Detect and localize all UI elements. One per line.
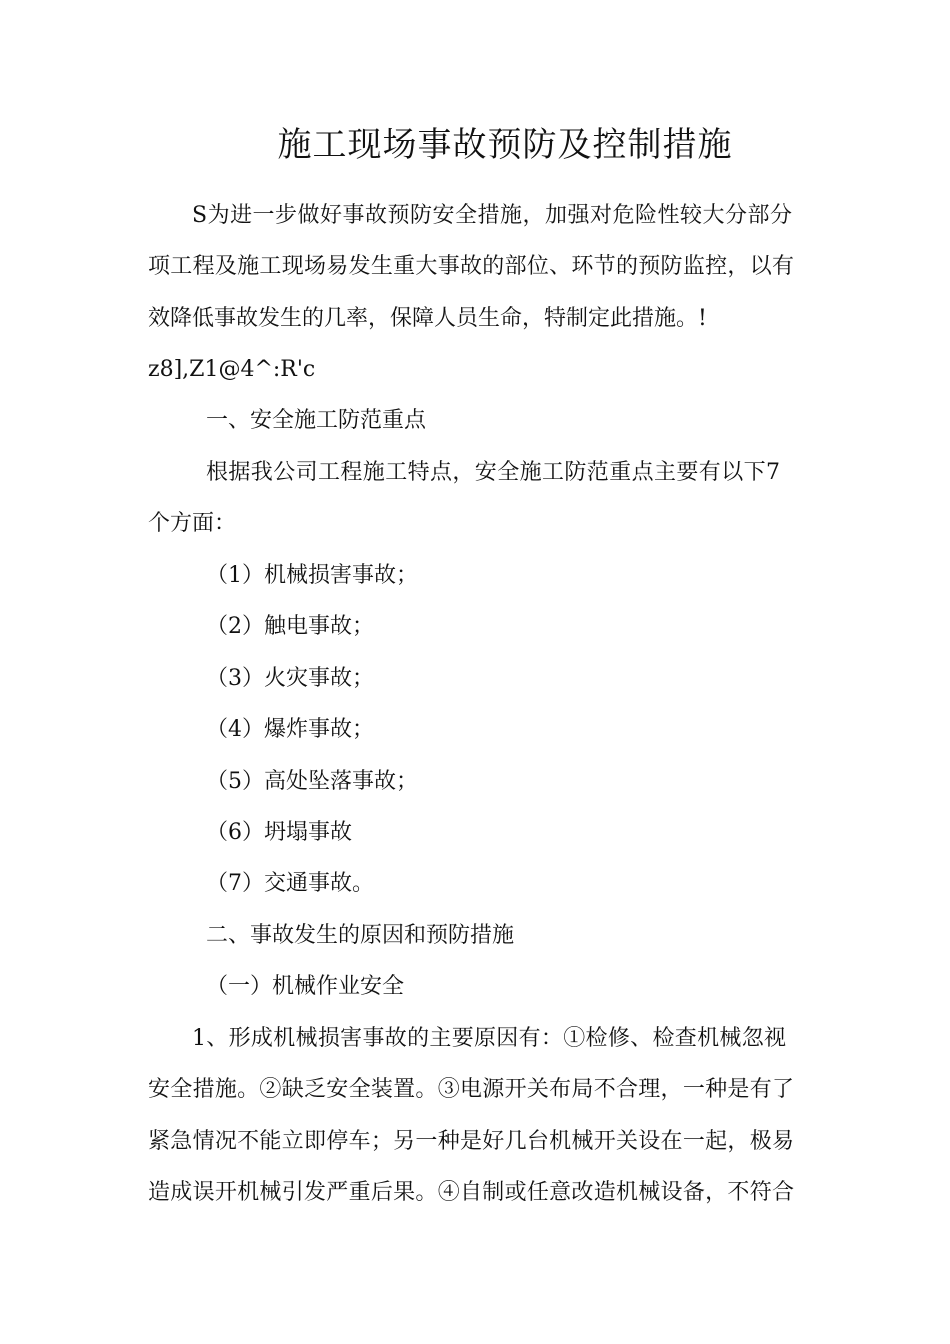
subsection-1-heading: （一）机械作业安全 (206, 974, 405, 999)
list-item-3: （3）火灾事故； (206, 666, 374, 691)
para-line-3: 紧急情况不能立即停车；另一种是好几台机械开关设在一起，极易 (148, 1129, 794, 1154)
para-line-4: 造成误开机械引发严重后果。④自制或任意改造机械设备，不符合 (148, 1180, 794, 1205)
list-item-6: （6）坍塌事故 (206, 820, 352, 845)
intro-line-2: 项工程及施工现场易发生重大事故的部位、环节的预防监控，以有 (148, 254, 794, 279)
section-1-line-2: 个方面： (148, 511, 237, 536)
list-item-7: （7）交通事故。 (206, 871, 374, 896)
para-line-1: 1、形成机械损害事故的主要原因有：①检修、检查机械忽视 (192, 1026, 786, 1051)
section-2-heading: 二、事故发生的原因和预防措施 (206, 923, 515, 948)
list-item-2: （2）触电事故； (206, 614, 374, 639)
intro-line-3: 效降低事故发生的几率，保障人员生命，特制定此措施。! (148, 306, 707, 331)
para-line-2: 安全措施。②缺乏安全装置。③电源开关布局不合理，一种是有了 (148, 1077, 794, 1102)
section-1-line-1: 根据我公司工程施工特点，安全施工防范重点主要有以下7 (206, 460, 780, 485)
document-title: 施工现场事故预防及控制措施 (277, 125, 733, 165)
list-item-4: （4）爆炸事故； (206, 717, 374, 742)
list-item-5: （5）高处坠落事故； (206, 769, 418, 794)
list-item-1: （1）机械损害事故； (206, 563, 418, 588)
intro-line-1: S为进一步做好事故预防安全措施，加强对危险性较大分部分 (192, 203, 792, 228)
section-1-heading: 一、安全施工防范重点 (206, 408, 427, 433)
garbled-line: z8],Z1@4^:R'c (148, 357, 316, 382)
